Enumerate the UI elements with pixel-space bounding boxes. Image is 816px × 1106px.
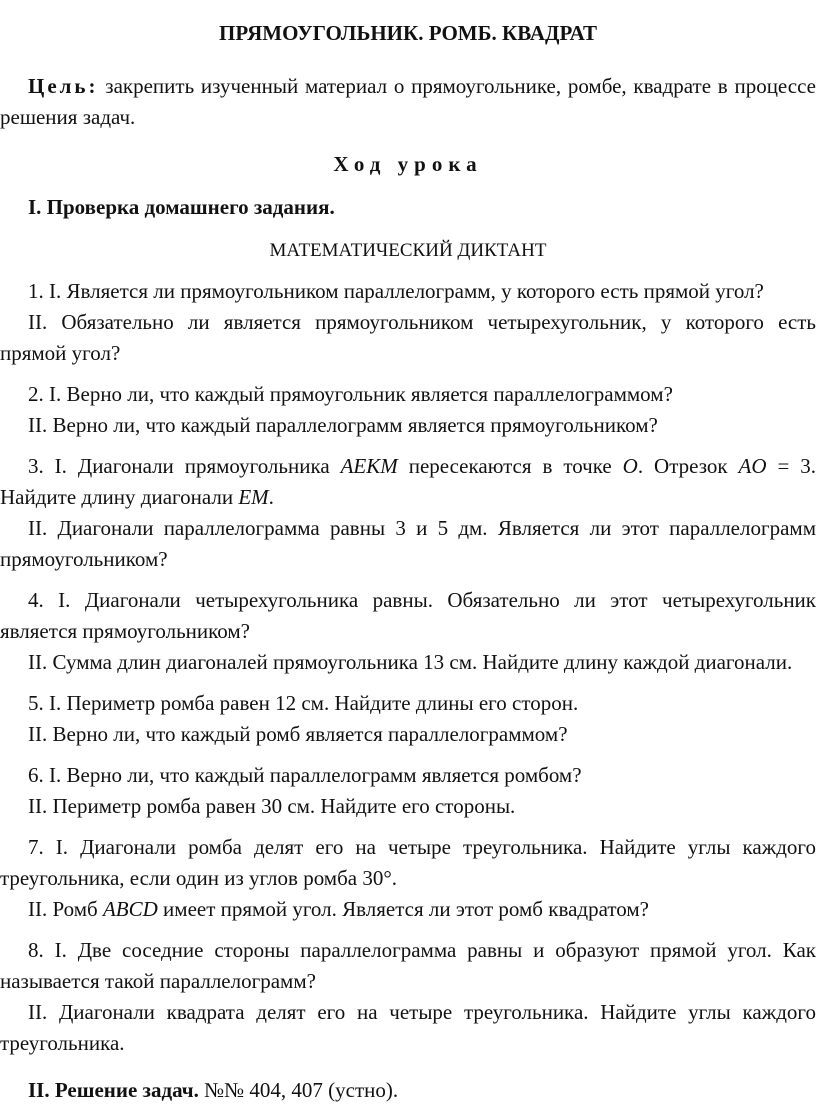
question-6-variant-2: II. Периметр ромба равен 30 см. Найдите его стороны. [28,794,516,818]
rectangle-name: AEKM [340,454,398,478]
question-3-variant-1: 3. I. Диагонали прямоугольника AEKM пересекаются в точке O. Отрезок AO = 3. Найдите длину диагонали EM. [0,454,816,509]
problem-solving-label: II. Решение задач. [28,1078,199,1102]
diagonal-name: EM [238,485,269,509]
problem-solving-text: №№ 404, 407 (устно). [198,1078,399,1102]
segment-name: AO [738,454,767,478]
question-3-variant-2: II. Диагонали параллелограмма равны 3 и 5 дм. Является ли этот параллелограмм прямоугольником? [0,516,816,571]
document-title: ПРЯМОУГОЛЬНИК. РОМБ. КВАДРАТ [219,21,597,45]
question-5-variant-2: II. Верно ли, что каждый ромб является параллелограммом? [28,722,568,746]
question-2-variant-2: II. Верно ли, что каждый параллелограмм является прямоугольником? [28,413,658,437]
question-5-variant-1: 5. I. Периметр ромба равен 12 см. Найдите длины его сторон. [28,691,579,715]
goal-text: закрепить изученный материал о прямоугольнике, ромбе, квадрате в процессе решения задач. [0,74,816,129]
lesson-goal [0,71,816,133]
rhombus-name: ABCD [102,897,158,921]
question-2-variant-1: 2. I. Верно ли, что каждый прямоугольник является параллелограммом? [28,382,673,406]
question-4-variant-2: II. Сумма длин диагоналей прямоугольника 13 см. Найдите длину каждой диагонали. [28,650,793,674]
question-7-variant-1: 7. I. Диагонали ромба делят его на четыре треугольника. Найдите углы каждого треугольника, если один из углов ромба 30°. [0,835,816,890]
question-6-variant-1: 6. I. Верно ли, что каждый параллелограмм является ромбом? [28,763,582,787]
question-4-variant-1: 4. I. Диагонали четырехугольника равны. Обязательно ли этот четырехугольник является прямоугольником? [0,588,816,643]
question-1-variant-1: 1. I. Является ли прямоугольником параллелограмм, у которого есть прямой угол? [28,279,764,303]
section-problem-solving [0,1075,816,1106]
question-8-variant-1: 8. I. Две соседние стороны параллелограмма равны и образуют прямой угол. Как называется такой параллелограмм? [0,938,816,993]
question-1-variant-2: II. Обязательно ли является прямоугольником четырехугольник, у которого есть прямой угол? [0,310,816,365]
section-homework-check: I. Проверка домашнего задания. [28,195,335,219]
question-8-variant-2: II. Диагонали квадрата делят его на четыре треугольника. Найдите углы каждого треугольника. [0,1000,816,1055]
question-7-variant-2: II. Ромб ABCD имеет прямой угол. Является ли этот ромб квадратом? [28,897,649,921]
dictation-heading: МАТЕМАТИЧЕСКИЙ ДИКТАНТ [269,240,547,261]
goal-label: Цель: [28,74,99,98]
point-name: O [622,454,638,478]
course-heading: Ход урока [333,152,483,176]
